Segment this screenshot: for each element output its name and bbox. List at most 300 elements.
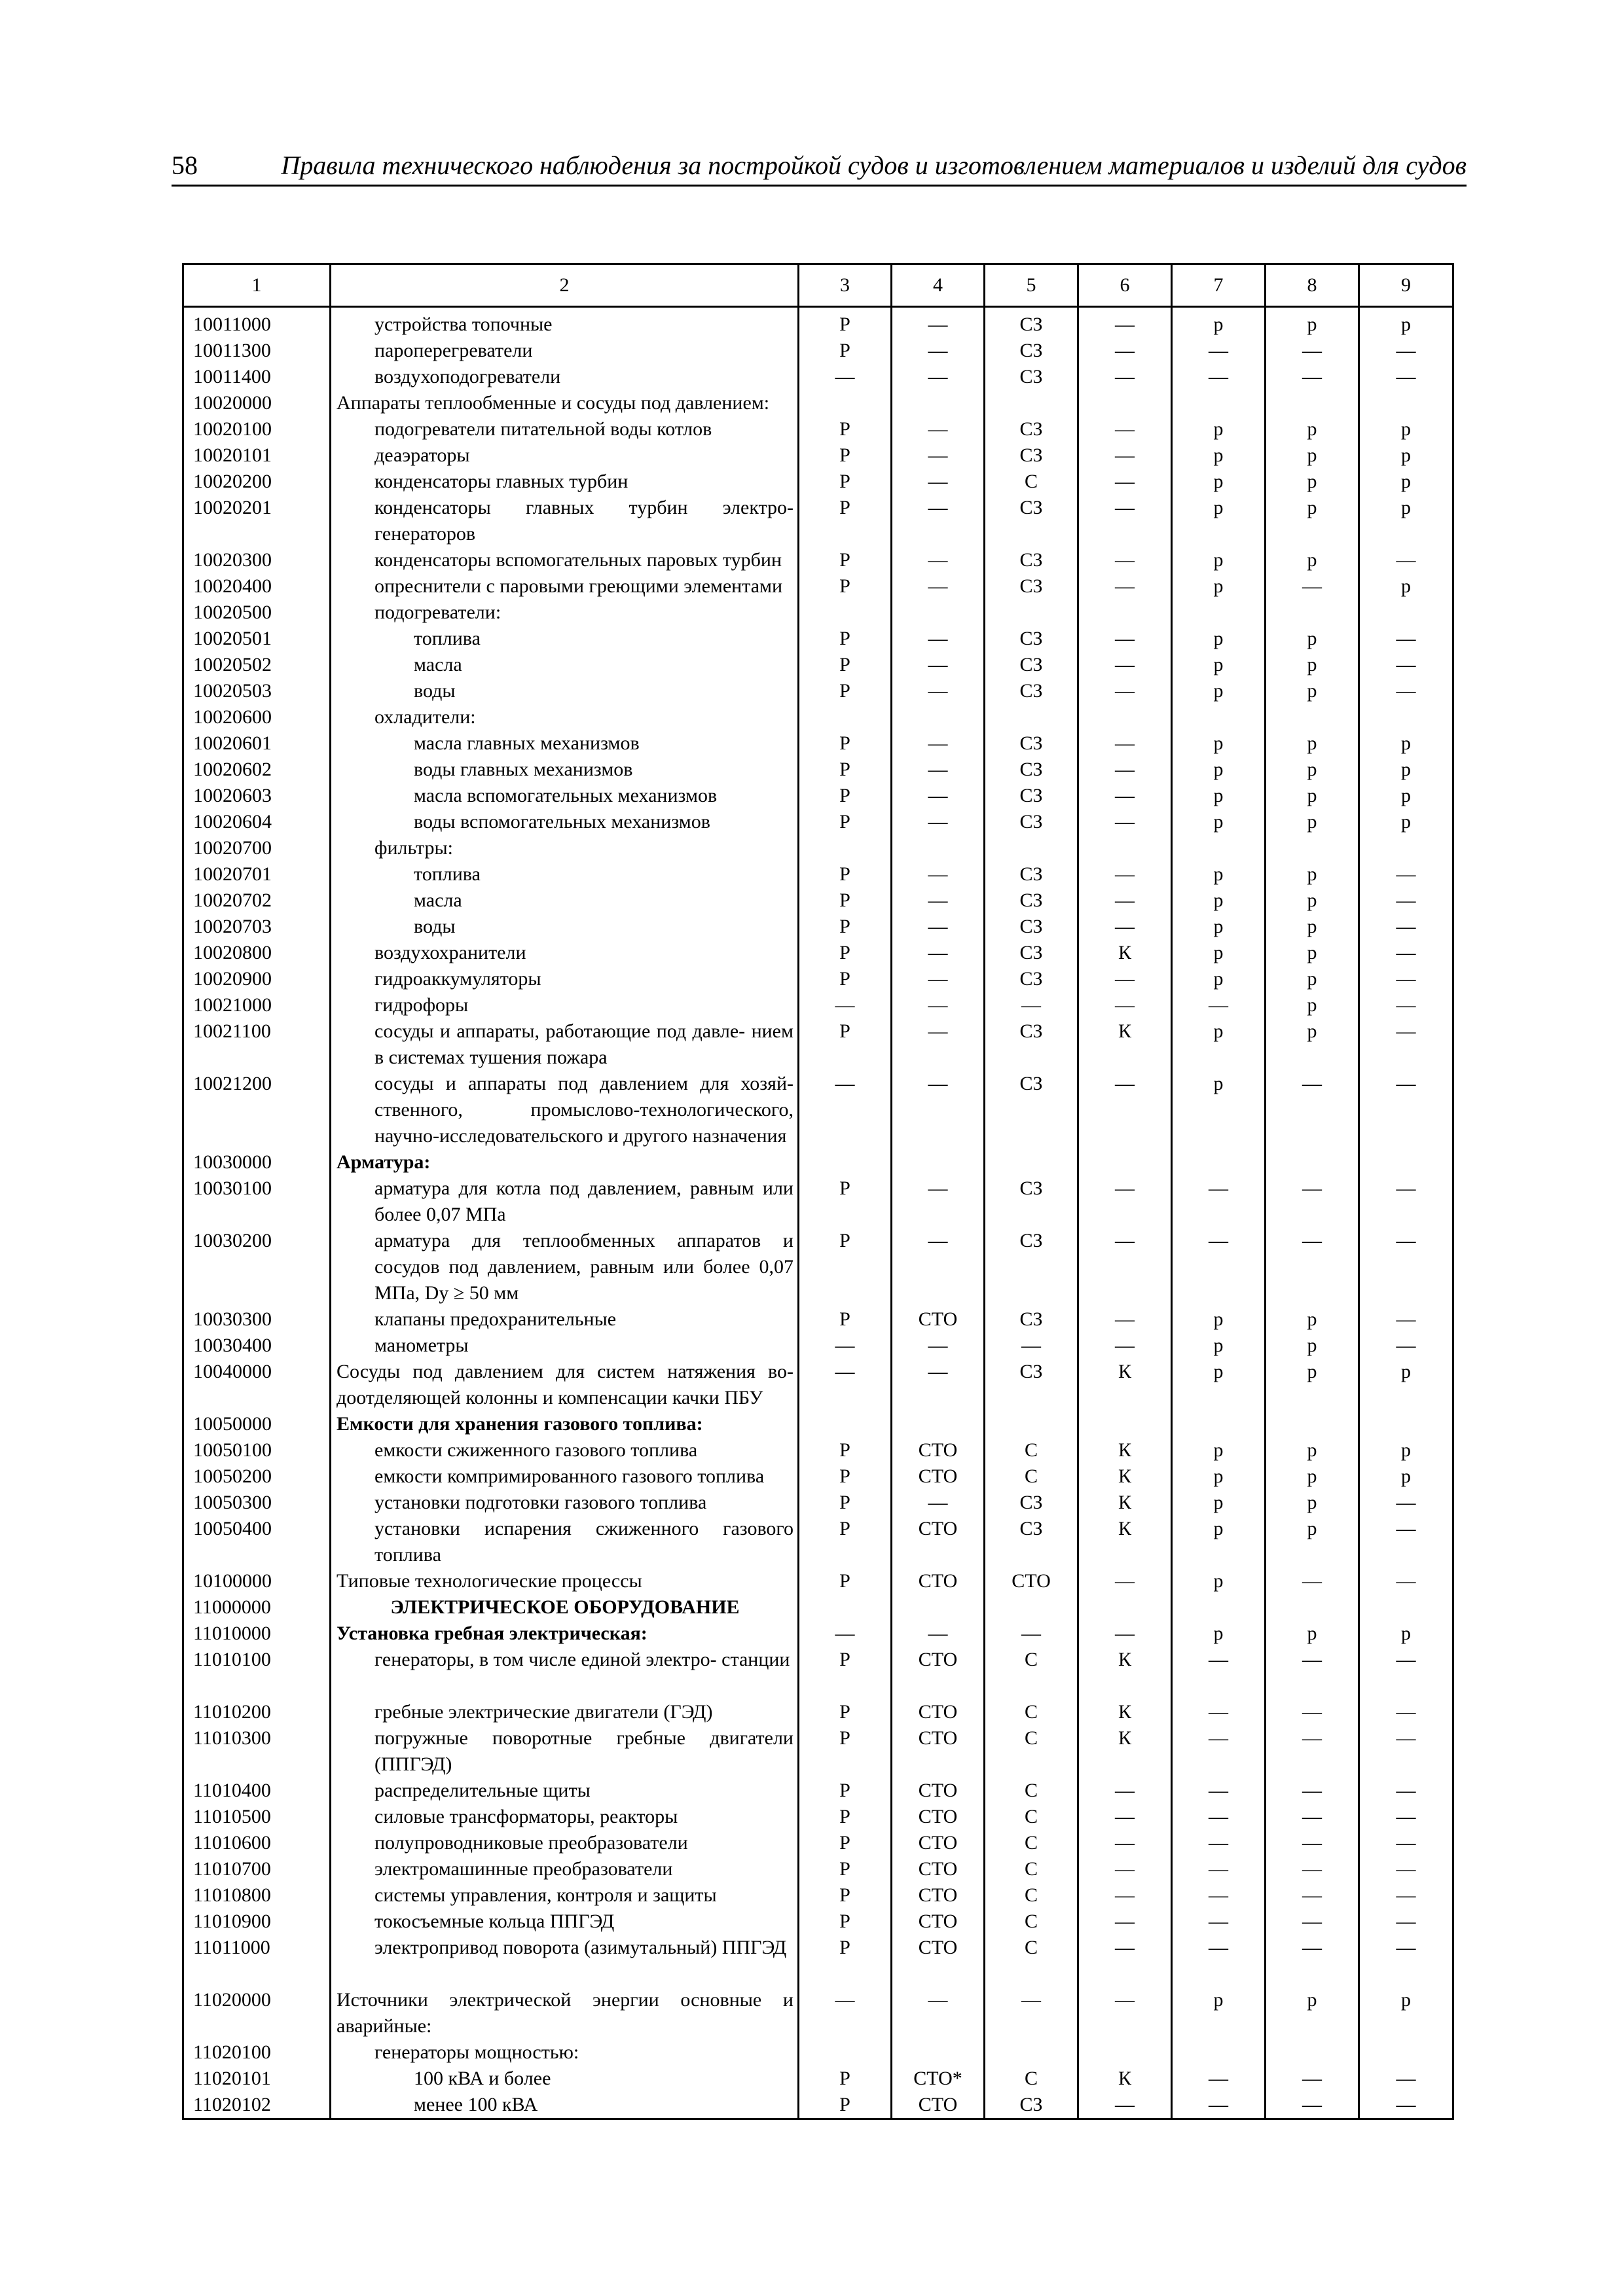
value-cell-col9 [1359,1411,1453,1437]
row-name: деаэраторы [374,444,470,466]
value-cell-col3: Р [799,442,892,469]
value-cell-col8: р [1266,307,1359,338]
row-name: емкости компримированного газового топлива [374,1465,765,1487]
row-name: Установка гребная электрическая: [337,1623,647,1644]
row-code: 11010500 [183,1804,331,1830]
value-cell-col7: р [1172,652,1266,678]
value-cell-col9: — [1359,2066,1453,2092]
value-cell-col5: — [985,1987,1078,2039]
value-cell-col9: р [1359,573,1453,600]
value-cell-col3: Р [799,730,892,757]
value-cell-col6: — [1078,1804,1172,1830]
page-header [172,149,1467,187]
value-cell-col8: — [1266,1830,1359,1856]
table-row [183,992,1453,1018]
value-cell-col4: СТО [892,1804,985,1830]
value-cell-col9: — [1359,1882,1453,1909]
column-header: 1 [183,264,331,307]
value-cell-col4: — [892,626,985,652]
value-cell-col7: — [1172,1830,1266,1856]
value-cell-col4: — [892,888,985,914]
value-cell-col7: р [1172,783,1266,809]
value-cell-col8: р [1266,1306,1359,1333]
value-cell-col9: — [1359,1228,1453,1306]
value-cell-col7: р [1172,469,1266,495]
value-cell-col9: — [1359,914,1453,940]
value-cell-col4: — [892,573,985,600]
value-cell-col3: Р [799,495,892,547]
row-name-cell [331,469,799,495]
value-cell-col4: СТО [892,1647,985,1699]
value-cell-col4: — [892,678,985,704]
value-cell-col8: — [1266,573,1359,600]
value-cell-col7 [1172,704,1266,730]
value-cell-col5: СЗ [985,757,1078,783]
value-cell-col6 [1078,390,1172,416]
row-name-cell [331,2066,799,2092]
row-code: 11010700 [183,1856,331,1882]
row-name-cell [331,495,799,547]
value-cell-col8: — [1266,1935,1359,1987]
value-cell-col4: СТО [892,1725,985,1778]
row-code: 10020503 [183,678,331,704]
value-cell-col9: — [1359,1490,1453,1516]
value-cell-col9: — [1359,626,1453,652]
row-name-cell [331,809,799,835]
row-name: подогреватели: [374,601,501,623]
value-cell-col5: СЗ [985,809,1078,835]
value-cell-col7: — [1172,1699,1266,1725]
value-cell-col5: С [985,1725,1078,1778]
value-cell-col9: р [1359,495,1453,547]
value-cell-col7: р [1172,966,1266,992]
value-cell-col5: СЗ [985,495,1078,547]
value-cell-col3: — [799,364,892,390]
row-code: 10020201 [183,495,331,547]
value-cell-col9: р [1359,416,1453,442]
value-cell-col3: Р [799,1778,892,1804]
value-cell-col5: СЗ [985,442,1078,469]
row-name-cell [331,940,799,966]
value-cell-col5 [985,390,1078,416]
row-name-cell [331,1778,799,1804]
value-cell-col8: р [1266,1437,1359,1463]
row-code: 10040000 [183,1359,331,1411]
row-code: 11010300 [183,1725,331,1778]
value-cell-col3: Р [799,1568,892,1594]
table-row [183,1594,1453,1621]
value-cell-col9: р [1359,1987,1453,2039]
value-cell-col5: СЗ [985,1071,1078,1149]
value-cell-col3: Р [799,307,892,338]
value-cell-col9: — [1359,1333,1453,1359]
value-cell-col4: СТО [892,1516,985,1568]
value-cell-col5: СЗ [985,416,1078,442]
row-name: воды вспомогательных механизмов [414,811,710,833]
row-name: токосъемные кольца ППГЭД [374,1910,615,1932]
value-cell-col3: — [799,1359,892,1411]
value-cell-col5: СЗ [985,861,1078,888]
value-cell-col6: — [1078,678,1172,704]
value-cell-col6: — [1078,2092,1172,2119]
value-cell-col4: — [892,966,985,992]
value-cell-col4: — [892,1228,985,1306]
value-cell-col6: — [1078,861,1172,888]
value-cell-col4: — [892,1987,985,2039]
value-cell-col5: — [985,1333,1078,1359]
value-cell-col5: С [985,1856,1078,1882]
row-name-cell [331,1909,799,1935]
value-cell-col9: — [1359,1778,1453,1804]
value-cell-col8: — [1266,1804,1359,1830]
value-cell-col7: — [1172,1882,1266,1909]
value-cell-col7: — [1172,992,1266,1018]
value-cell-col8 [1266,704,1359,730]
table-row [183,416,1453,442]
row-name-cell [331,307,799,338]
value-cell-col5 [985,1594,1078,1621]
table-row [183,442,1453,469]
row-name: фильтры: [374,837,453,859]
row-name: Сосуды под давлением для систем натяжения во- доотделяющей колонны и компенсации качки ПБУ [337,1361,793,1408]
value-cell-col9: р [1359,1463,1453,1490]
value-cell-col9: — [1359,940,1453,966]
value-cell-col6: — [1078,809,1172,835]
row-name: пароперегреватели [374,340,533,361]
value-cell-col6: К [1078,1516,1172,1568]
row-name: масла главных механизмов [414,732,640,754]
row-code: 10050300 [183,1490,331,1516]
value-cell-col3: Р [799,2092,892,2119]
value-cell-col8: р [1266,757,1359,783]
value-cell-col3: — [799,1071,892,1149]
value-cell-col5 [985,2039,1078,2066]
value-cell-col6: — [1078,1568,1172,1594]
value-cell-col9 [1359,2039,1453,2066]
value-cell-col3: Р [799,1018,892,1071]
value-cell-col8: р [1266,1018,1359,1071]
value-cell-col8: — [1266,1882,1359,1909]
value-cell-col5 [985,600,1078,626]
row-code: 10030000 [183,1149,331,1175]
value-cell-col3: — [799,1987,892,2039]
value-cell-col3: Р [799,757,892,783]
value-cell-col3: — [799,1333,892,1359]
value-cell-col4: — [892,1175,985,1228]
row-name: распределительные щиты [374,1780,591,1801]
table-body [183,307,1453,2119]
row-name: сосуды и аппараты, работающие под давле- нием в системах тушения пожара [374,1020,793,1068]
value-cell-col9: — [1359,547,1453,573]
row-name-cell [331,1149,799,1175]
table-row [183,1568,1453,1594]
value-cell-col6: К [1078,1359,1172,1411]
row-name-cell [331,1018,799,1071]
value-cell-col8 [1266,1594,1359,1621]
value-cell-col4: СТО [892,1909,985,1935]
row-code: 10050100 [183,1437,331,1463]
row-code: 10020700 [183,835,331,861]
row-name-cell [331,1987,799,2039]
row-code: 11020100 [183,2039,331,2066]
row-code: 10020800 [183,940,331,966]
row-name-cell [331,1882,799,1909]
table-row [183,600,1453,626]
value-cell-col3: Р [799,1175,892,1228]
row-code: 10020600 [183,704,331,730]
value-cell-col9 [1359,1594,1453,1621]
value-cell-col8: р [1266,1359,1359,1411]
row-name-cell [331,364,799,390]
row-name-cell [331,626,799,652]
row-code: 10020300 [183,547,331,573]
column-header: 9 [1359,264,1453,307]
value-cell-col7 [1172,600,1266,626]
value-cell-col3: Р [799,914,892,940]
value-cell-col8: р [1266,940,1359,966]
value-cell-col9 [1359,390,1453,416]
value-cell-col7 [1172,1411,1266,1437]
value-cell-col9: — [1359,966,1453,992]
row-name-cell [331,1594,799,1621]
row-code: 10020101 [183,442,331,469]
value-cell-col5 [985,1411,1078,1437]
table-row [183,757,1453,783]
value-cell-col7: — [1172,364,1266,390]
value-cell-col9: — [1359,1909,1453,1935]
value-cell-col5: С [985,1699,1078,1725]
value-cell-col5: СЗ [985,338,1078,364]
value-cell-col6: К [1078,1647,1172,1699]
value-cell-col6: — [1078,966,1172,992]
table-row [183,1071,1453,1149]
table-row [183,1987,1453,2039]
row-code: 11010200 [183,1699,331,1725]
value-cell-col9: — [1359,1856,1453,1882]
row-name: электропривод поворота (азимутальный) ППГЭД [374,1937,787,1958]
value-cell-col8: р [1266,1987,1359,2039]
row-name: топлива [414,628,481,649]
value-cell-col9: — [1359,678,1453,704]
value-cell-col5: СЗ [985,1306,1078,1333]
table-row [183,783,1453,809]
table-row [183,2039,1453,2066]
value-cell-col7: р [1172,1987,1266,2039]
row-name: устройства топочные [374,314,553,335]
value-cell-col6 [1078,600,1172,626]
table-row [183,1647,1453,1699]
row-name: масла вспомогательных механизмов [414,785,718,806]
value-cell-col4: — [892,783,985,809]
value-cell-col4: — [892,652,985,678]
value-cell-col7: — [1172,2092,1266,2119]
value-cell-col6: — [1078,364,1172,390]
row-code: 10020502 [183,652,331,678]
value-cell-col9: — [1359,1935,1453,1987]
value-cell-col5: СЗ [985,1490,1078,1516]
value-cell-col9: р [1359,730,1453,757]
row-code: 11020102 [183,2092,331,2119]
value-cell-col9: р [1359,1621,1453,1647]
row-name: масла [414,889,462,911]
row-code: 10020601 [183,730,331,757]
value-cell-col4: — [892,495,985,547]
table-row [183,704,1453,730]
value-cell-col7: р [1172,1437,1266,1463]
row-name-cell [331,547,799,573]
value-cell-col4: СТО* [892,2066,985,2092]
value-cell-col4 [892,1594,985,1621]
value-cell-col3: Р [799,1437,892,1463]
table-header-row [183,264,1453,307]
value-cell-col3 [799,2039,892,2066]
value-cell-col5: С [985,1647,1078,1699]
row-code: 10020000 [183,390,331,416]
value-cell-col6: — [1078,307,1172,338]
row-name: подогреватели питательной воды котлов [374,418,712,440]
value-cell-col4: — [892,914,985,940]
value-cell-col3: Р [799,966,892,992]
value-cell-col4 [892,600,985,626]
row-name-cell [331,678,799,704]
row-name-cell [331,1516,799,1568]
table-row [183,1359,1453,1411]
row-name: конденсаторы вспомогательных паровых турбин [374,549,782,571]
table-row [183,1333,1453,1359]
value-cell-col5: СЗ [985,2092,1078,2119]
value-cell-col5: СТО [985,1568,1078,1594]
value-cell-col7: — [1172,1804,1266,1830]
row-code: 10020602 [183,757,331,783]
value-cell-col6: К [1078,1437,1172,1463]
value-cell-col3: Р [799,1804,892,1830]
value-cell-col5: С [985,2066,1078,2092]
value-cell-col7 [1172,1149,1266,1175]
value-cell-col9 [1359,835,1453,861]
table-row [183,1778,1453,1804]
value-cell-col8: р [1266,992,1359,1018]
value-cell-col6: К [1078,1725,1172,1778]
value-cell-col3 [799,1411,892,1437]
row-name-cell [331,861,799,888]
table-row [183,730,1453,757]
table-row [183,888,1453,914]
value-cell-col6: — [1078,1856,1172,1882]
value-cell-col6: — [1078,1882,1172,1909]
value-cell-col8: — [1266,1725,1359,1778]
row-name: Типовые технологические процессы [337,1570,642,1592]
value-cell-col9: — [1359,2092,1453,2119]
row-code: 10020604 [183,809,331,835]
value-cell-col7: р [1172,888,1266,914]
row-name: емкости сжиженного газового топлива [374,1439,698,1461]
value-cell-col3: Р [799,783,892,809]
value-cell-col6: К [1078,1463,1172,1490]
value-cell-col8: — [1266,1699,1359,1725]
value-cell-col6: — [1078,888,1172,914]
value-cell-col3 [799,390,892,416]
row-name-cell [331,1647,799,1699]
table-row [183,1463,1453,1490]
value-cell-col8: р [1266,730,1359,757]
column-header: 4 [892,264,985,307]
value-cell-col6: — [1078,1830,1172,1856]
row-name-cell [331,652,799,678]
value-cell-col7: — [1172,1856,1266,1882]
value-cell-col5 [985,1149,1078,1175]
value-cell-col6 [1078,1594,1172,1621]
value-cell-col9: — [1359,1647,1453,1699]
value-cell-col5: СЗ [985,364,1078,390]
value-cell-col4: — [892,1621,985,1647]
row-name: гидроаккумуляторы [374,968,541,990]
value-cell-col8: р [1266,1516,1359,1568]
value-cell-col5: С [985,1437,1078,1463]
row-name-cell [331,1856,799,1882]
value-cell-col7: — [1172,1935,1266,1987]
value-cell-col3: Р [799,626,892,652]
table-row [183,861,1453,888]
row-name-cell [331,2039,799,2066]
row-name-cell [331,2092,799,2119]
row-name-cell [331,835,799,861]
row-name-cell [331,1568,799,1594]
row-code: 10100000 [183,1568,331,1594]
value-cell-col9: — [1359,652,1453,678]
row-name-cell [331,1359,799,1411]
value-cell-col9 [1359,600,1453,626]
value-cell-col4: — [892,861,985,888]
row-code: 10020400 [183,573,331,600]
value-cell-col6: — [1078,652,1172,678]
value-cell-col3: Р [799,416,892,442]
row-name: генераторы мощностью: [374,2041,579,2063]
table-row [183,469,1453,495]
table-row [183,966,1453,992]
row-code: 10050200 [183,1463,331,1490]
row-name-cell [331,1228,799,1306]
value-cell-col6: — [1078,469,1172,495]
row-code: 10020100 [183,416,331,442]
row-name-cell [331,1490,799,1516]
row-code: 10030200 [183,1228,331,1306]
table-row [183,809,1453,835]
value-cell-col9: — [1359,992,1453,1018]
value-cell-col4: СТО [892,1830,985,1856]
value-cell-col5: СЗ [985,1018,1078,1071]
row-name-cell [331,1411,799,1437]
table-row [183,678,1453,704]
value-cell-col6: — [1078,1987,1172,2039]
value-cell-col7: р [1172,914,1266,940]
table-row [183,1804,1453,1830]
value-cell-col6: — [1078,992,1172,1018]
value-cell-col3 [799,1149,892,1175]
value-cell-col9: — [1359,1018,1453,1071]
value-cell-col4: СТО [892,1856,985,1882]
value-cell-col6: К [1078,1490,1172,1516]
value-cell-col8: р [1266,861,1359,888]
value-cell-col9: р [1359,469,1453,495]
value-cell-col3 [799,835,892,861]
value-cell-col5: — [985,992,1078,1018]
row-name: Емкости для хранения газового топлива: [337,1413,703,1435]
value-cell-col7: — [1172,2066,1266,2092]
row-code: 10030300 [183,1306,331,1333]
table-row [183,1175,1453,1228]
value-cell-col3: Р [799,1516,892,1568]
table-row [183,307,1453,338]
